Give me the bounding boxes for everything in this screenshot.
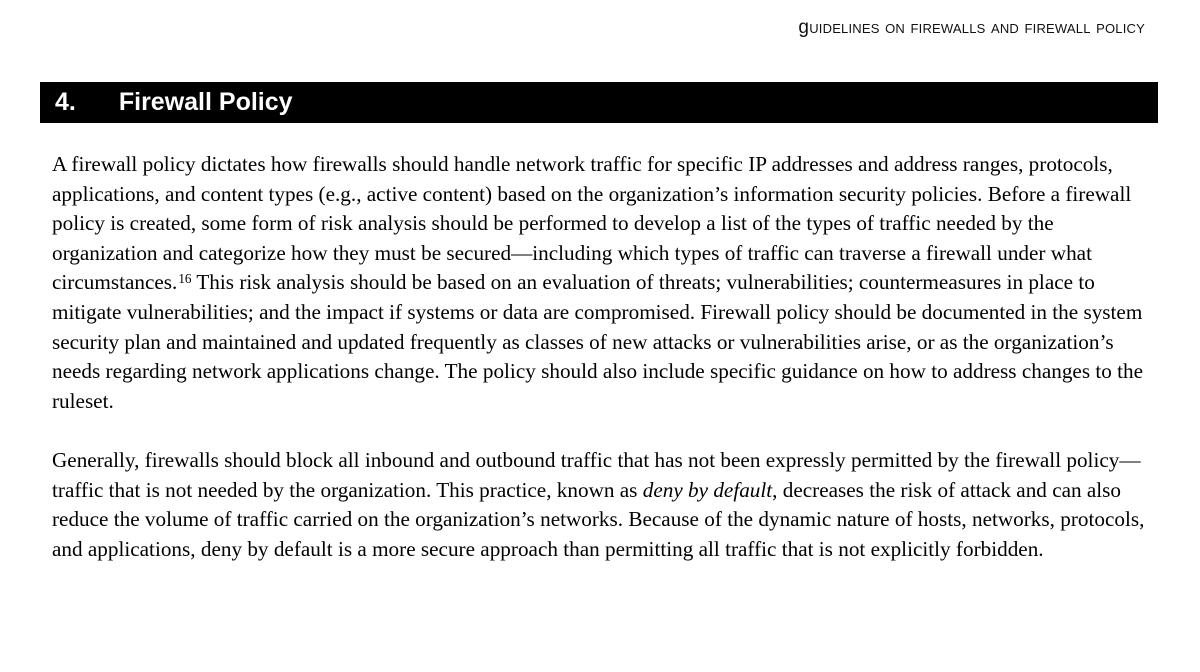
paragraph-1-part-1: A firewall policy dictates how firewalls should handle network traffic for specific IP addresses and address ranges, protocols, applications, and content types (e.g., active content) based on the organization’s information security policies. Before a firewall policy is created, some form of risk analysis should be performed to develop a list of the types of traffic needed by the organization and categorize how they must be secured—including which types of traffic can traverse a firewall under what circumstances.: [52, 152, 1132, 295]
paragraph-2: [52, 446, 1146, 564]
paragraph-1-part-2: This risk analysis should be based on an evaluation of threats; vulnerabilities; countermeasures in place to mitigate vulnerabilities; and the impact if systems or data are compromised. Firewall policy should be documented in the system security plan and maintained and updated frequently as classes of new attacks or vulnerabilities arise, or as the organization’s needs regarding network applications change. The policy should also include specific guidance on how to address changes to the ruleset.: [52, 270, 1144, 413]
running-header: guidelines on firewalls and firewall policy: [798, 17, 1145, 38]
paragraph-2-part-1: Generally, firewalls should block all inbound and outbound traffic that has not been expressly permitted by the firewall policy—traffic that is not needed by the organization. This practice, known as: [52, 447, 1141, 502]
section-title: Firewall Policy: [118, 88, 293, 116]
footnote-marker-16: 16: [178, 270, 192, 286]
paragraph-1: [52, 150, 1146, 416]
section-heading-bar: [40, 82, 1158, 123]
section-number: 4.: [55, 88, 76, 116]
paragraph-2-emphasis: deny by default: [642, 477, 773, 502]
body-text: [52, 150, 1146, 564]
paragraph-2-part-2: , decreases the risk of attack and can also reduce the volume of traffic carried on the organization’s networks. Because of the dynamic nature of hosts, networks, protocols, and applications, deny by default is a more secure approach than permitting all traffic that is not explicitly forbidden.: [52, 477, 1145, 561]
